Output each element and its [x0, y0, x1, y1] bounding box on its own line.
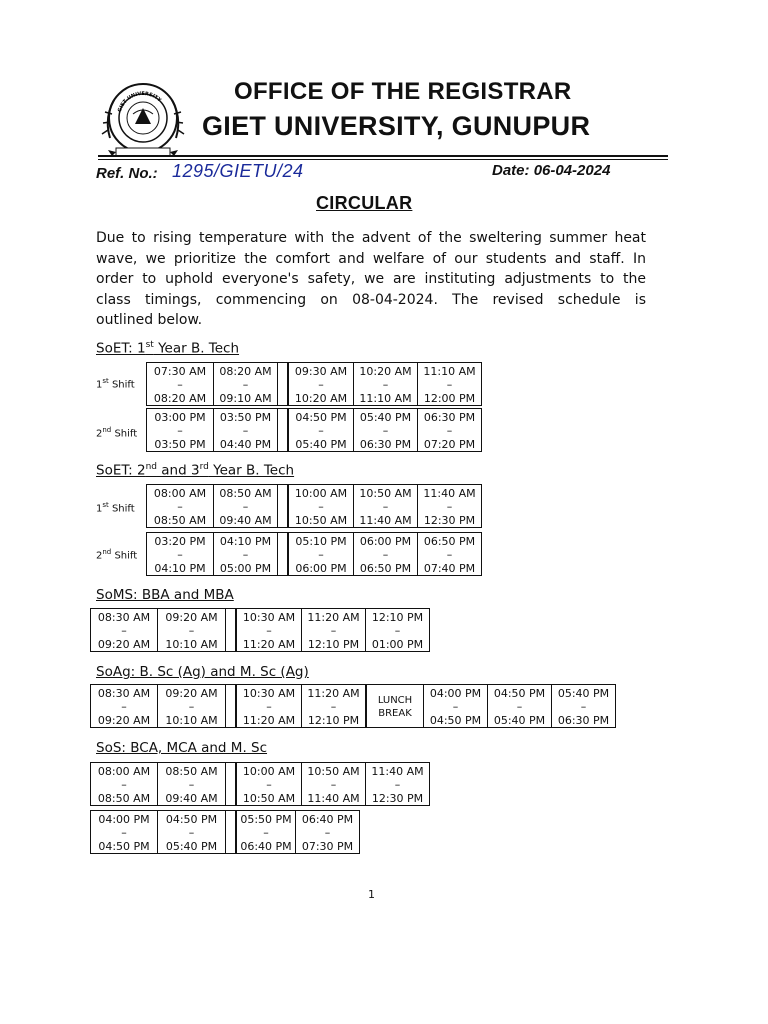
time-slot-cell: [288, 362, 354, 406]
time-slot-cell: [214, 408, 278, 452]
slot-end-time: 09:20 AM: [97, 638, 151, 651]
slot-end-time: 08:50 AM: [153, 514, 207, 527]
time-slot-cell: [214, 532, 278, 576]
slot-dash: –: [242, 378, 249, 391]
svg-text:GIET UNIVERSITY: GIET UNIVERSITY: [116, 90, 163, 113]
slot-end-time: 12:10 PM: [307, 638, 360, 651]
time-slot-cell: [146, 532, 214, 576]
time-slot-cell: [418, 408, 482, 452]
slot-dash: –: [121, 700, 127, 713]
slot-dash: –: [330, 778, 337, 791]
slot-dash: –: [318, 378, 324, 391]
slot-dash: –: [330, 624, 337, 637]
slot-dash: –: [242, 548, 249, 561]
slot-dash: –: [394, 624, 401, 637]
page-number: 1: [368, 888, 375, 901]
time-slot-cell: [146, 362, 214, 406]
slot-end-time: 06:00 PM: [295, 562, 347, 575]
slot-dash: –: [446, 378, 453, 391]
slot-dash: –: [121, 826, 127, 839]
slot-dash: –: [263, 826, 269, 839]
slot-start-time: 08:50 AM: [165, 765, 218, 778]
time-slot-cell: [90, 810, 158, 854]
timetable-soet23-shift2: [146, 532, 482, 576]
slot-dash: –: [382, 378, 389, 391]
slot-start-time: 08:00 AM: [153, 487, 207, 500]
slot-dash: –: [382, 500, 389, 513]
date-label: Date:: [492, 162, 530, 179]
slot-end-time: 06:30 PM: [557, 714, 610, 727]
slot-start-time: 06:00 PM: [359, 535, 412, 548]
slot-end-time: 11:40 AM: [307, 792, 360, 805]
slot-end-time: 11:40 AM: [359, 514, 412, 527]
time-slot-cell: [366, 762, 430, 806]
slot-start-time: 05:40 PM: [359, 411, 412, 424]
slot-start-time: 10:50 AM: [359, 487, 412, 500]
slot-start-time: 03:00 PM: [154, 411, 206, 424]
slot-start-time: 03:20 PM: [154, 535, 206, 548]
time-slot-cell: [354, 484, 418, 528]
shift-label-2: 2nd Shift: [96, 548, 138, 562]
time-slot-cell: [418, 362, 482, 406]
slot-start-time: 06:30 PM: [423, 411, 476, 424]
slot-end-time: 12:00 PM: [423, 392, 476, 405]
timetable-soet23-shift1: [146, 484, 482, 528]
time-slot-cell: [552, 684, 616, 728]
time-slot-cell: [354, 532, 418, 576]
slot-start-time: 04:50 PM: [165, 813, 218, 826]
slot-dash: –: [446, 548, 453, 561]
slot-start-time: 09:30 AM: [294, 365, 348, 378]
slot-start-time: 04:50 PM: [295, 411, 347, 424]
time-slot-cell: [146, 484, 214, 528]
slot-start-time: 06:50 PM: [423, 535, 476, 548]
time-slot-cell: [302, 762, 366, 806]
slot-start-time: 10:30 AM: [242, 611, 296, 624]
time-slot-cell: [288, 408, 354, 452]
slot-start-time: 03:50 PM: [219, 411, 272, 424]
ref-number-handwritten: 1295/GIETU/24: [172, 161, 304, 181]
slot-end-time: 12:30 PM: [371, 792, 424, 805]
shift-label-1: 1st Shift: [96, 501, 135, 515]
slot-end-time: 12:30 PM: [423, 514, 476, 527]
time-slot-cell: [158, 762, 226, 806]
slot-end-time: 11:10 AM: [359, 392, 412, 405]
slot-start-time: 04:00 PM: [98, 813, 150, 826]
time-slot-cell: [418, 484, 482, 528]
slot-end-time: 09:40 AM: [165, 792, 218, 805]
slot-dash: –: [188, 624, 195, 637]
slot-start-time: 05:40 PM: [557, 687, 610, 700]
time-slot-cell: [366, 608, 430, 652]
break-gap: [278, 484, 288, 528]
shift-label-1: 1st Shift: [96, 377, 135, 391]
time-slot-cell: [288, 532, 354, 576]
slot-start-time: 04:50 PM: [493, 687, 546, 700]
time-slot-cell: [302, 684, 366, 728]
slot-start-time: 11:20 AM: [307, 611, 360, 624]
slot-end-time: 04:40 PM: [219, 438, 272, 451]
circular-title: CIRCULAR: [316, 193, 413, 213]
slot-end-time: 05:40 PM: [493, 714, 546, 727]
time-slot-cell: [214, 362, 278, 406]
slot-dash: –: [188, 826, 195, 839]
slot-start-time: 11:20 AM: [307, 687, 360, 700]
slot-start-time: 05:50 PM: [240, 813, 292, 826]
time-slot-cell: [158, 608, 226, 652]
slot-dash: –: [266, 700, 272, 713]
slot-start-time: 05:10 PM: [295, 535, 347, 548]
slot-dash: –: [330, 700, 337, 713]
timetable-soet1-shift1: [146, 362, 482, 406]
break-gap: [278, 408, 288, 452]
time-slot-cell: [158, 810, 226, 854]
slot-end-time: 01:00 PM: [371, 638, 424, 651]
time-slot-cell: [236, 608, 302, 652]
slot-start-time: 11:40 AM: [423, 487, 476, 500]
time-slot-cell: [90, 762, 158, 806]
slot-dash: –: [446, 424, 453, 437]
time-slot-cell: [146, 408, 214, 452]
break-text: BREAK: [378, 708, 412, 719]
slot-dash: –: [177, 378, 183, 391]
time-slot-cell: [354, 408, 418, 452]
time-slot-cell: [488, 684, 552, 728]
slot-start-time: 04:00 PM: [429, 687, 482, 700]
slot-end-time: 07:30 PM: [301, 840, 354, 853]
slot-start-time: 10:50 AM: [307, 765, 360, 778]
slot-end-time: 06:30 PM: [359, 438, 412, 451]
header-rule: [98, 155, 668, 157]
university-heading: GIET UNIVERSITY, GUNUPUR: [202, 111, 591, 141]
break-gap: [226, 762, 236, 806]
slot-dash: –: [318, 424, 324, 437]
time-slot-cell: [288, 484, 354, 528]
slot-end-time: 04:50 PM: [429, 714, 482, 727]
lunch-text: LUNCH: [377, 695, 413, 706]
time-slot-cell: [90, 684, 158, 728]
slot-start-time: 04:10 PM: [219, 535, 272, 548]
slot-end-time: 12:10 PM: [307, 714, 360, 727]
slot-start-time: 11:10 AM: [423, 365, 476, 378]
slot-start-time: 06:40 PM: [301, 813, 354, 826]
slot-start-time: 09:20 AM: [165, 687, 218, 700]
slot-end-time: 06:40 PM: [240, 840, 292, 853]
slot-end-time: 06:50 PM: [359, 562, 412, 575]
slot-end-time: 09:10 AM: [219, 392, 272, 405]
slot-end-time: 07:20 PM: [423, 438, 476, 451]
section-title-soms: SoMS: BBA and MBA: [96, 587, 234, 603]
date-line: [492, 162, 610, 179]
time-slot-cell: [302, 608, 366, 652]
time-slot-cell: [296, 810, 360, 854]
slot-dash: –: [318, 548, 324, 561]
registrar-heading: OFFICE OF THE REGISTRAR: [234, 78, 572, 105]
section-title-soet-2nd-3rd-year: SoET: 2nd and 3rd Year B. Tech: [96, 462, 295, 479]
slot-dash: –: [452, 700, 459, 713]
break-gap: [278, 362, 288, 406]
slot-dash: –: [318, 500, 324, 513]
break-gap: [226, 684, 236, 728]
slot-dash: –: [188, 700, 195, 713]
ref-label: Ref. No.:: [96, 165, 158, 182]
slot-dash: –: [446, 500, 453, 513]
date-value: 06-04-2024: [533, 162, 611, 179]
slot-end-time: 11:20 AM: [242, 714, 296, 727]
slot-end-time: 11:20 AM: [242, 638, 296, 651]
timetable-sos-row2: [90, 810, 360, 854]
body-line: class timings, commencing on 08-04-2024. The revised schedule is: [96, 291, 646, 308]
slot-dash: –: [266, 778, 272, 791]
slot-dash: –: [324, 826, 331, 839]
break-gap: [226, 608, 236, 652]
time-slot-cell: [158, 684, 226, 728]
section-title-soet-1st-year: SoET: 1st Year B. Tech: [96, 340, 240, 357]
body-line: order to uphold everyone's safety, we are instituting adjustments to the: [96, 271, 646, 287]
slot-end-time: 08:20 AM: [153, 392, 207, 405]
time-slot-cell: [354, 362, 418, 406]
timetable-soag: [90, 684, 616, 728]
slot-start-time: 10:00 AM: [242, 765, 296, 778]
shift-label-2: 2nd Shift: [96, 426, 138, 440]
slot-start-time: 09:20 AM: [165, 611, 218, 624]
slot-dash: –: [177, 424, 183, 437]
slot-dash: –: [242, 424, 249, 437]
slot-end-time: 09:40 AM: [219, 514, 272, 527]
time-slot-cell: [418, 532, 482, 576]
slot-end-time: 07:40 PM: [423, 562, 476, 575]
slot-end-time: 10:10 AM: [165, 714, 218, 727]
header-rule-thin: [98, 159, 668, 160]
section-title-soag: SoAg: B. Sc (Ag) and M. Sc (Ag): [96, 664, 309, 680]
slot-start-time: 08:20 AM: [219, 365, 272, 378]
timetable-soet1-shift2: [146, 408, 482, 452]
university-seal: [100, 78, 186, 164]
slot-end-time: 09:20 AM: [97, 714, 151, 727]
slot-start-time: 08:50 AM: [219, 487, 272, 500]
slot-start-time: 08:30 AM: [97, 611, 151, 624]
slot-start-time: 12:10 PM: [371, 611, 424, 624]
slot-end-time: 10:50 AM: [294, 514, 348, 527]
slot-dash: –: [266, 624, 272, 637]
break-gap: [278, 532, 288, 576]
time-slot-cell: [236, 684, 302, 728]
time-slot-cell: [214, 484, 278, 528]
slot-start-time: 10:00 AM: [294, 487, 348, 500]
slot-start-time: 11:40 AM: [371, 765, 424, 778]
slot-start-time: 07:30 AM: [153, 365, 207, 378]
slot-end-time: 05:00 PM: [219, 562, 272, 575]
slot-dash: –: [516, 700, 523, 713]
slot-end-time: 10:10 AM: [165, 638, 218, 651]
slot-end-time: 05:40 PM: [165, 840, 218, 853]
lunch-break-cell: [366, 684, 424, 728]
slot-end-time: 05:40 PM: [295, 438, 347, 451]
slot-end-time: 10:50 AM: [242, 792, 296, 805]
circular-body: [96, 228, 646, 331]
body-line: outlined below.: [96, 312, 203, 328]
slot-dash: –: [242, 500, 249, 513]
slot-start-time: 10:30 AM: [242, 687, 296, 700]
slot-end-time: 03:50 PM: [154, 438, 206, 451]
section-title-sos: SoS: BCA, MCA and M. Sc: [96, 740, 268, 756]
slot-dash: –: [580, 700, 587, 713]
break-gap: [226, 810, 236, 854]
slot-end-time: 04:50 PM: [98, 840, 150, 853]
slot-end-time: 04:10 PM: [154, 562, 206, 575]
slot-dash: –: [188, 778, 195, 791]
slot-dash: –: [177, 548, 183, 561]
slot-start-time: 08:00 AM: [97, 765, 151, 778]
timetable-sos-row1: [90, 762, 430, 806]
time-slot-cell: [424, 684, 488, 728]
slot-end-time: 08:50 AM: [97, 792, 151, 805]
slot-start-time: 10:20 AM: [359, 365, 412, 378]
body-line: wave, we prioritize the comfort and welfare of our students and staff. In: [96, 250, 646, 267]
slot-dash: –: [121, 778, 127, 791]
slot-dash: –: [382, 548, 389, 561]
slot-end-time: 10:20 AM: [294, 392, 348, 405]
slot-dash: –: [121, 624, 127, 637]
body-line: Due to rising temperature with the advent of the sweltering summer heat: [96, 230, 646, 246]
slot-start-time: 08:30 AM: [97, 687, 151, 700]
time-slot-cell: [236, 810, 296, 854]
time-slot-cell: [90, 608, 158, 652]
time-slot-cell: [236, 762, 302, 806]
timetable-soms: [90, 608, 430, 652]
slot-dash: –: [177, 500, 183, 513]
slot-dash: –: [394, 778, 401, 791]
slot-dash: –: [382, 424, 389, 437]
